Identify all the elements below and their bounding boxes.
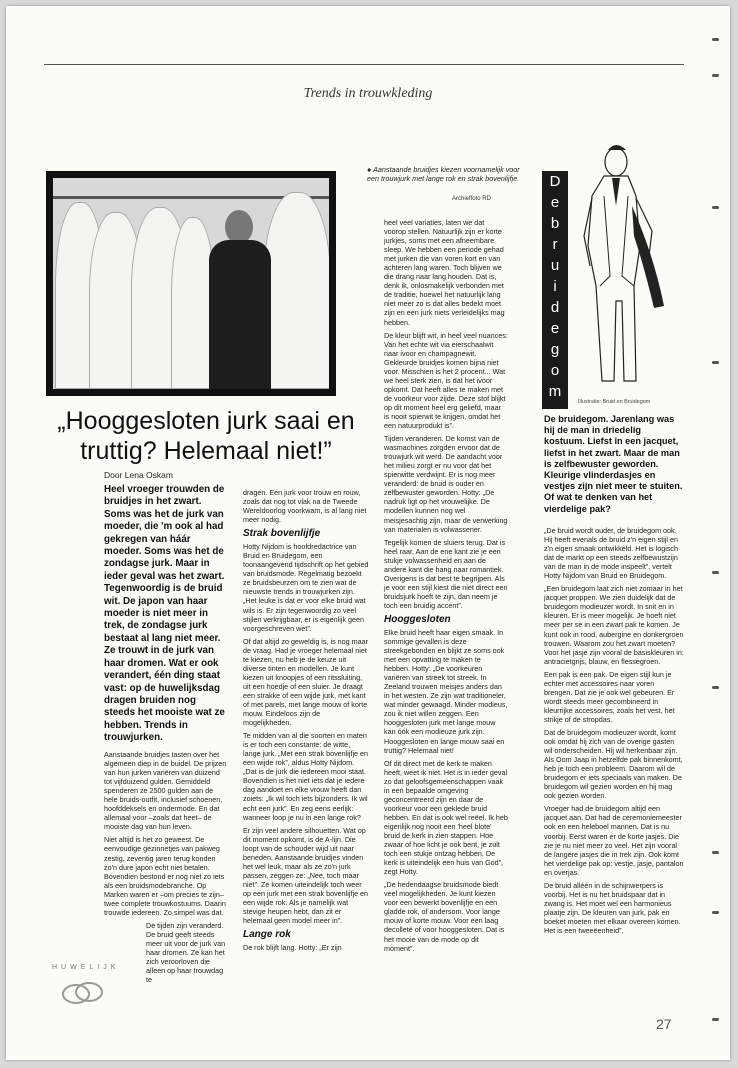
title-letter: d (550, 299, 560, 316)
photo-frame (53, 178, 329, 389)
title-letter: u (550, 257, 560, 274)
paragraph: Er zijn veel andere silhouetten. Wat op dit moment opkomt, is de A-lijn. Die loopt van de schouder wijd uit naar beneden. Aanstaande bruidjes vinden het wel leuk, maar als ze zo'n jurk passen, zeggen ze: „Nee, toch maar niet”. Ze komen uiteindelijk toch weer op een jurk met een strak bovenlijfje en een wijde rok. Als je namelijk wat stevige heupen hebt, dan zit er helemaal geen model meer in”. (243, 825, 369, 926)
column-1-body (104, 750, 228, 988)
paragraph: Vroeger had de bruidegom altijd een jacquet aan. Dat had de ceremoniemeester ook en een heleboel mannen. Dat is nu voorbij. Eerst waren er de korte jasjes. Die zie je nu niet meer zo veel. Het zijn vooral de langere jasjes die in trek zijn. Ook komt het vierdelige pak op: vestje, jasje, pantalon en overjas. (544, 804, 684, 877)
paragraph: „Een bruidegom laat zich niet zomaar in het jacquet proppen. We zien duidelijk dat de bruidegom modieuzer wordt. In snit en in kleuren. Er is meer mogelijk. Je hoeft niet meer per se in een zwart pak te komen. Je kunt ook in rood, aubergine en donkergroen trouwen. Waarom zou het zwart moeten? Voor het jasje zijn vooral de basiskleuren in: antracietgrijs, blauw, en flessegroen. (544, 584, 684, 666)
paragraph: Niet altijd is het zo geweest. De eenvoudige gezinnetjes van pakweg zestig, zeventig jaren terug konden zo'n dure japon echt niet betalen. Bovendien bestond er nog niet zo iets als een bruidsmodebranche. Op Marken waren er –om precies te zijn– twee complete trouwkostuums. Daarin trouwde iedereen. Zo simpel was dat. (104, 835, 226, 917)
margin-mark (712, 686, 719, 689)
paragraph: Dat de bruidegom modieuzer wordt, komt ook omdat hij zich van de overige gasten wil onderscheiden. Hij wil herkenbaar zijn. Als Oom Jaap in hetzelfde pak binnenkomt, heb je toch een probleem. Daarom wil de bruidegom er iets speciaals van maken. De bruidegom wil gezien worden en hij mag ook gezien worden. (544, 727, 683, 801)
margin-mark (712, 571, 719, 574)
paragraph: De bruid alléén in de schijnwerpers is voorbij. Het is nu het bruidspaar dat in zwang is. Het moet wel een harmonieus plaatje zijn. De kleuren van jurk, pak en boeket moeten met elkaar overeen komen. Het is een tweeëenheid”. (544, 880, 681, 935)
paragraph: dragen. Een jurk voor trouw en rouw, zoals dat nog tot vlak na de Tweede Wereldoorlog voorkwam, is al lang niet meer nodig. (243, 488, 367, 525)
title-letter: e (550, 194, 560, 211)
paragraph: heel veel variaties, laten we dat voorop stellen. Natuurlijk zijn er korte jurkjes, soms met een afneembare sleep. We hebben een periode gehad met jurken die van voren kort en van achteren lang waren. Toch blijven we die drang naar lang houden. Dat is, denk ik, onlosmakelijk verbonden met de traditie, hoewel het natuurlijk lang niet meer zo is dat alles bedekt moet zijn en een jurk niets verleidelijks mag hebben. (384, 218, 505, 327)
paragraph: Of dat altijd zo geweldig is, is nog maar de vraag. Had je vroeger helemaal niet te kiezen, nu heb je de keuze uit diverse tinten en modellen. Je kunt kiezen uit knoopjes of een ritssluiting, uit een hoedje of een sluier. Je draagt een strakke of een wijde jurk, met kant of met parels, met lange mouw of korte mouw. Eindeloos zijn de mogelijkheden. (243, 636, 369, 728)
margin-mark (712, 74, 719, 77)
woman-body (209, 240, 271, 389)
column-2-body (243, 488, 369, 956)
paragraph: De tijden zijn veranderd. De bruid geeft steeds meer uit voor de jurk van haar dromen. Ze kan het zich veroorloven die alleen op haar trouwdag te (146, 920, 226, 985)
sidebar-title-box (542, 171, 568, 409)
paragraph: Tijden veranderen. De komst van de wasmachines zorgden ervoor dat de trouwjurk wit werd. De aandacht voor het milieu zorgt er nu voor dat het spierwitte verdwijnt. Er is nog meer veranderd: de bruid is ouder en zelfbewuster geworden. Hotty: „De nadruk ligt op het vrouwelijke. De modellen kunnen nog wel meisjesachtig zijn, maar de verwerking van materialen is volwassener. (384, 434, 508, 534)
title-letter: m (548, 383, 562, 400)
paragraph: Te midden van al die soorten en maten is er toch een constante: de witte, lange jurk. „Met een strak bovenlijfje en een wijde rok”, aldus Hotty Nijdom. „Dat is de jurk die iedereen mooi staat. Bovendien is het niet iets dat je iedere dag aandoet en elke vrouw heeft dan zoiets: „Ik wil toch iets bijzonders. Ik wil echt een jurk”. En zeg eens eerlijk: wanneer loop je nu in een lange rok? (243, 731, 369, 822)
subhead-hooggesloten: Hooggesloten (384, 613, 451, 625)
illustration-credit: Illustratie: Bruid en Bruidegom (578, 399, 651, 405)
title-letter: b (550, 215, 560, 232)
column-3-body (384, 218, 508, 957)
photo-caption: ● Aanstaande bruidjes kiezen voornamelijk voor een trouwjurk met lange rok en strak bovenlijfje. (367, 165, 520, 184)
paragraph: De rok blijft lang. Hotty: „Er zijn (243, 943, 342, 953)
title-letter: e (550, 320, 560, 337)
title-letter: r (552, 236, 558, 253)
lead-paragraph: Heel vroeger trouwden de bruidjes in het zwart. Soms was het de jurk van moeder, die 'm ook al had gekregen van háár moeder. Soms was het de zondagse jurk. Maar in ieder geval was het zwart. Tegenwoordig is de bruid wit. De japon van haar moeder is niet meer in trek, de zondagse jurk bestaat al lang niet meer. Ze trouwt in de jurk van haar dromen. Wat er ook verandert, één ding staat vast: op de huwelijksdag dragen bruiden nog steeds het mooiste wat ze hebben. Trends in trouwjurken. (104, 484, 225, 744)
margin-mark (712, 851, 719, 854)
sidebar-body (544, 526, 684, 939)
title-letter: o (550, 362, 560, 379)
margin-mark (712, 38, 719, 41)
paragraph: Een pak is een pak. De eigen stijl kun je echter met accessoires naar voren brengen. Dat zie je ook wel gebeuren. Er wordt steeds meer gecombineerd in kleurrijke accessoires, zoals het vest, het strikje of de stropdas. (544, 669, 675, 724)
sidebar-lead: De bruidegom. Jarenlang was hij de man in driedelig kostuum. Liefst in een jacquet, liefst in het zwart. Maar de man is zelfbewuster geworden. Kleurige vlinderdasjes en vestjes zijn niet meer te stuiten. Of wat te denken van het vierdelige pak? (544, 414, 683, 514)
paragraph: „De bruid wordt ouder, de bruidegom ook. Hij heeft evenals de bruid z'n eigen stijl en z'n eigen smaak ontwikkeld. Het is logisch dat de markt op een steeds zelfbewustzijn van de man in de mode inspeelt”, vertelt Hotty Nijdom van Bruid en Bruidegom. (544, 526, 679, 581)
headline: „Hooggesloten jurk saai en truttig? Helemaal niet!” (57, 407, 355, 465)
paragraph: Hotty Nijdom is hoofdredactrice van Bruid en Bruidegom, een toonaangevend tijdschrift op het gebied van bruidsmode. Regelmatig bezoekt ze bruidsbeurzen om te zien wat de nieuwste trends in trouwjurken zijn. „Het leuke is dat er voor elke bruid wat wils is. Er zijn tegenwoordig zo veel stijlen verkrijgbaar, er is eigenlijk geen voorgeschreven wet”. (243, 542, 369, 633)
paragraph: De kleur blijft wit, in heel veel nuances: Van het echte wit via eierschaalwit naar ivoor en champagnewit. Gekleurde bruidjes komen bijna niet voor. Misschien is het 2 procent... Wat we heel sterk zien, is dat het ivoor opkomt. Dat heeft alles te maken met de voorkeur voor zijde. Deze stof blijkt op dit moment heel erg geliefd, maar is nooit spierwit te krijgen, omdat het een natuurprodukt is”. (384, 330, 508, 431)
subhead-lange-rok: Lange rok (243, 929, 291, 941)
byline: Door Lena Oskam (104, 470, 173, 480)
newspaper-page (6, 6, 730, 1060)
header-rule (44, 64, 684, 65)
margin-mark (712, 1018, 719, 1021)
paragraph: Tegelijk komen de sluiers terug. Dat is heel raar. Aan de ene kant zie je een stukje volwassenheid en aan de andere kant die hang naar romantiek. Overigens is dat best te begrijpen. Als je voor een stijl kiest die niet direct een bruidsjurk hoeft te zijn, dan neem je toch een bruidig accent”. (384, 537, 508, 610)
paragraph: Aanstaande bruidjes tasten over het algemeen diep in de buidel. De prijzen van hun jurken variëren van duizend tot vijfduizend gulden. Gemiddeld spenderen ze 2500 gulden aan de hele bruids-outfit, inclusief schoenen, hoofddeksels en ondermode. En dat allemaal voor –zoals dat heet– de mooiste dag van hun leven. (104, 750, 227, 832)
title-letter: g (550, 341, 560, 358)
paragraph: „De hedendaagse bruidsmode biedt veel mogelijkheden. Je kunt kiezen voor een bewerkt bovenlijfje en een gladde rok, of andersom. Voor lange mouw of korte mouw. Voor een laag decolleté of voor hooggesloten. Dat is het mooie van de mode op dit moment”. (384, 880, 505, 953)
title-letter: D (549, 173, 561, 190)
wedding-dress-photo (46, 171, 336, 396)
photo-credit: Archieffoto RD (452, 196, 491, 202)
woman-head (225, 210, 253, 244)
groom-illustration (574, 136, 684, 391)
section-title: Trends in trouwkleding (303, 86, 433, 101)
paragraph: Of dit direct met de kerk te maken heeft, weet ik niet. Het is in ieder geval zo dat geloofsgemeenschappen vaak in een bepaalde omgeving geconcentreerd zijn en daar de voorkeur voor een geklede bruid hebben. En dat is ook wel reëel. Ik heb eigenlijk nog nooit een 'heel blote' bruid de kerk in zien stappen. Hoe zwaar of hoe licht je ook bent, je zult toch een stukje ontzag hebben. De kerk is uiteindelijk een huis van God”, zegt Hotty. (384, 758, 508, 877)
huwelijk-label: HUWELIJK (52, 964, 120, 971)
margin-mark (712, 361, 719, 364)
title-letter: i (553, 278, 557, 295)
paragraph: Elke bruid heeft haar eigen smaak. In sommige gevallen is deze streekgebonden en blijkt ze soms ook met een opvatting te maken te hebben. Hotty: „De voorkeuren variëren van streek tot streek. In Zeeland trouwen meisjes anders dan in het westen. Ze zijn wat traditioneler, wat minder gewaagd. Minder modieus, zou ik niet willen zeggen. Een hooggesloten jurk met lange mouw kan óók een modieuze jurk zijn. Hooggesloten en lange mouw saai en truttig? Helemaal niet! (384, 627, 508, 755)
subhead-strak-bovenlijfje: Strak bovenlijfje (243, 528, 321, 540)
margin-mark (712, 911, 719, 914)
wedding-rings-icon (58, 976, 108, 1010)
page-number: 27 (656, 1016, 672, 1032)
woman-figure (205, 210, 275, 389)
margin-mark (712, 206, 719, 209)
